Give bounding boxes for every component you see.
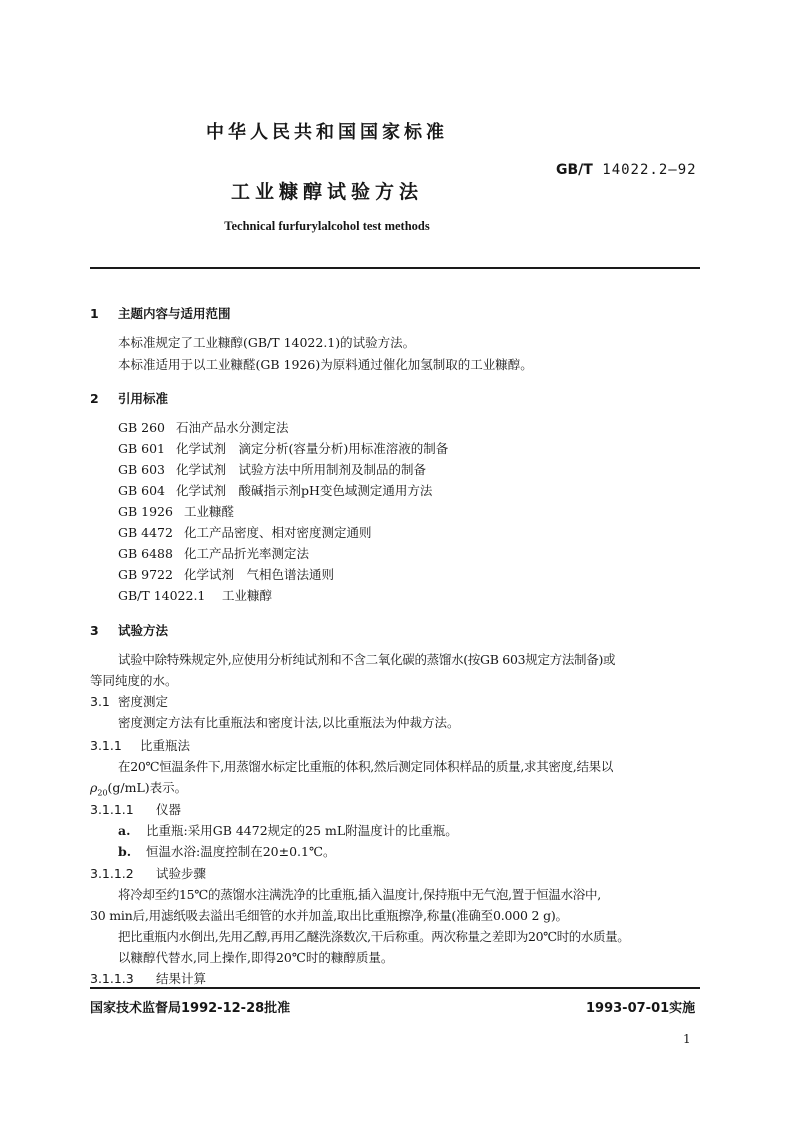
subsection-title: 比重瓶法 — [140, 738, 191, 753]
standard-code-prefix: GB/T — [556, 162, 593, 178]
subsection-3-1-1-3-heading — [90, 969, 206, 987]
subsection-title: 密度测定 — [118, 694, 169, 709]
standard-code — [556, 162, 697, 178]
subsection-3-1-1-2-heading — [90, 864, 206, 882]
approval-statement: 国家技术监督局1992-12-28批准 — [90, 1001, 291, 1016]
procedure-line: 30 min后,用滤纸吸去溢出毛细管的水并加盖,取出比重瓶擦净,称量(准确至0.000 2 g)。 — [90, 908, 568, 923]
section-2-number: 2 — [90, 391, 99, 406]
density-symbol: ρ — [90, 780, 98, 795]
subsection-3-1-text: 密度测定方法有比重瓶法和密度计法,以比重瓶法为仲裁方法。 — [118, 715, 460, 730]
reference-item — [118, 460, 426, 478]
subsection-3-1-1-heading — [90, 736, 190, 754]
reference-code: GB 260 — [118, 420, 166, 435]
reference-title: 石油产品水分测定法 — [176, 420, 289, 435]
reference-code: GB 603 — [118, 462, 166, 477]
subsection-number: 3.1.1.1 — [90, 802, 134, 817]
reference-item — [118, 481, 432, 499]
subsection-number: 3.1.1.2 — [90, 866, 134, 881]
subsection-3-1-1-line — [90, 778, 187, 798]
reference-code: GB 1926 — [118, 504, 173, 519]
procedure-line: 以糠醇代替水,同上操作,即得20℃时的糠醇质量。 — [118, 950, 394, 965]
item-label: b. — [118, 844, 132, 859]
top-divider — [90, 267, 700, 269]
subsection-number: 3.1.1 — [90, 738, 122, 753]
section-1-title: 主题内容与适用范围 — [118, 306, 231, 321]
procedure-line: 把比重瓶内水倒出,先用乙醇,再用乙醚洗涤数次,干后称重。两次称量之差即为20℃时的水质量。 — [118, 929, 630, 944]
section-1-number: 1 — [90, 306, 99, 321]
section-1-heading — [90, 304, 231, 322]
subsection-3-1-1-1-heading — [90, 800, 181, 818]
subsection-number: 3.1.1.3 — [90, 971, 134, 986]
density-unit-text: (g/mL)表示。 — [107, 780, 188, 795]
section-3-number: 3 — [90, 623, 99, 638]
section-3-heading — [90, 621, 168, 639]
subsection-3-1-1-line: 在20℃恒温条件下,用蒸馏水标定比重瓶的体积,然后测定同体积样品的质量,求其密度,结果以 — [118, 759, 614, 774]
item-label: a. — [118, 823, 131, 838]
section-2-title: 引用标准 — [118, 391, 169, 406]
reference-code: GB/T 14022.1 — [118, 588, 206, 603]
reference-code: GB 9722 — [118, 567, 173, 582]
reference-title: 化学试剂 酸碱指示剂pH变色域测定通用方法 — [176, 483, 433, 498]
subsection-title: 结果计算 — [156, 971, 207, 986]
reference-item — [118, 523, 372, 541]
page-number: 1 — [683, 1032, 691, 1046]
reference-item — [118, 439, 448, 457]
reference-item — [118, 544, 309, 562]
reference-title: 工业糠醛 — [184, 504, 235, 519]
section-3-intro-line: 等同纯度的水。 — [90, 673, 178, 688]
section-1-paragraph: 本标准适用于以工业糠醛(GB 1926)为原料通过催化加氢制取的工业糠醇。 — [118, 357, 533, 372]
section-3-title: 试验方法 — [118, 623, 169, 638]
subsection-3-1-heading — [90, 692, 168, 710]
item-text: 比重瓶:采用GB 4472规定的25 mL附温度计的比重瓶。 — [146, 823, 458, 838]
reference-code: GB 604 — [118, 483, 166, 498]
subsection-title: 仪器 — [156, 802, 182, 817]
reference-title: 工业糠醇 — [222, 588, 273, 603]
reference-item — [118, 418, 289, 436]
reference-title: 化工产品密度、相对密度测定通则 — [184, 525, 372, 540]
item-text: 恒温水浴:温度控制在20±0.1℃。 — [146, 844, 336, 859]
national-standard-title: 中华人民共和国国家标准 — [206, 122, 448, 143]
density-subscript: 20 — [97, 788, 108, 798]
bottom-divider — [90, 987, 700, 989]
reference-title: 化学试剂 试验方法中所用制剂及制品的制备 — [176, 462, 427, 477]
reference-title: 化工产品折光率测定法 — [184, 546, 310, 561]
subsection-title: 试验步骤 — [156, 866, 207, 881]
reference-code: GB 4472 — [118, 525, 173, 540]
apparatus-item-a — [118, 821, 458, 839]
reference-item — [118, 565, 334, 583]
apparatus-item-b — [118, 842, 335, 860]
reference-code: GB 601 — [118, 441, 166, 456]
standard-code-number: 14022.2—92 — [602, 162, 697, 178]
section-1-paragraph: 本标准规定了工业糠醇(GB/T 14022.1)的试验方法。 — [118, 335, 416, 350]
implementation-date: 1993-07-01实施 — [586, 1001, 696, 1016]
procedure-line: 将冷却至约15℃的蒸馏水注满洗净的比重瓶,插入温度计,保持瓶中无气泡,置于恒温水浴中, — [118, 887, 601, 902]
english-title: Technical furfurylalcohol test methods — [224, 219, 430, 233]
section-3-intro-line: 试验中除特殊规定外,应使用分析纯试剂和不含二氧化碳的蒸馏水(按GB 603规定方法制备)或 — [118, 652, 616, 667]
reference-code: GB 6488 — [118, 546, 173, 561]
reference-title: 化学试剂 气相色谱法通则 — [184, 567, 335, 582]
reference-item — [118, 502, 234, 520]
subsection-number: 3.1 — [90, 694, 110, 709]
section-2-heading — [90, 389, 168, 407]
document-title: 工业糠醇试验方法 — [230, 181, 423, 203]
reference-item — [118, 586, 272, 604]
reference-title: 化学试剂 滴定分析(容量分析)用标准溶液的制备 — [176, 441, 449, 456]
